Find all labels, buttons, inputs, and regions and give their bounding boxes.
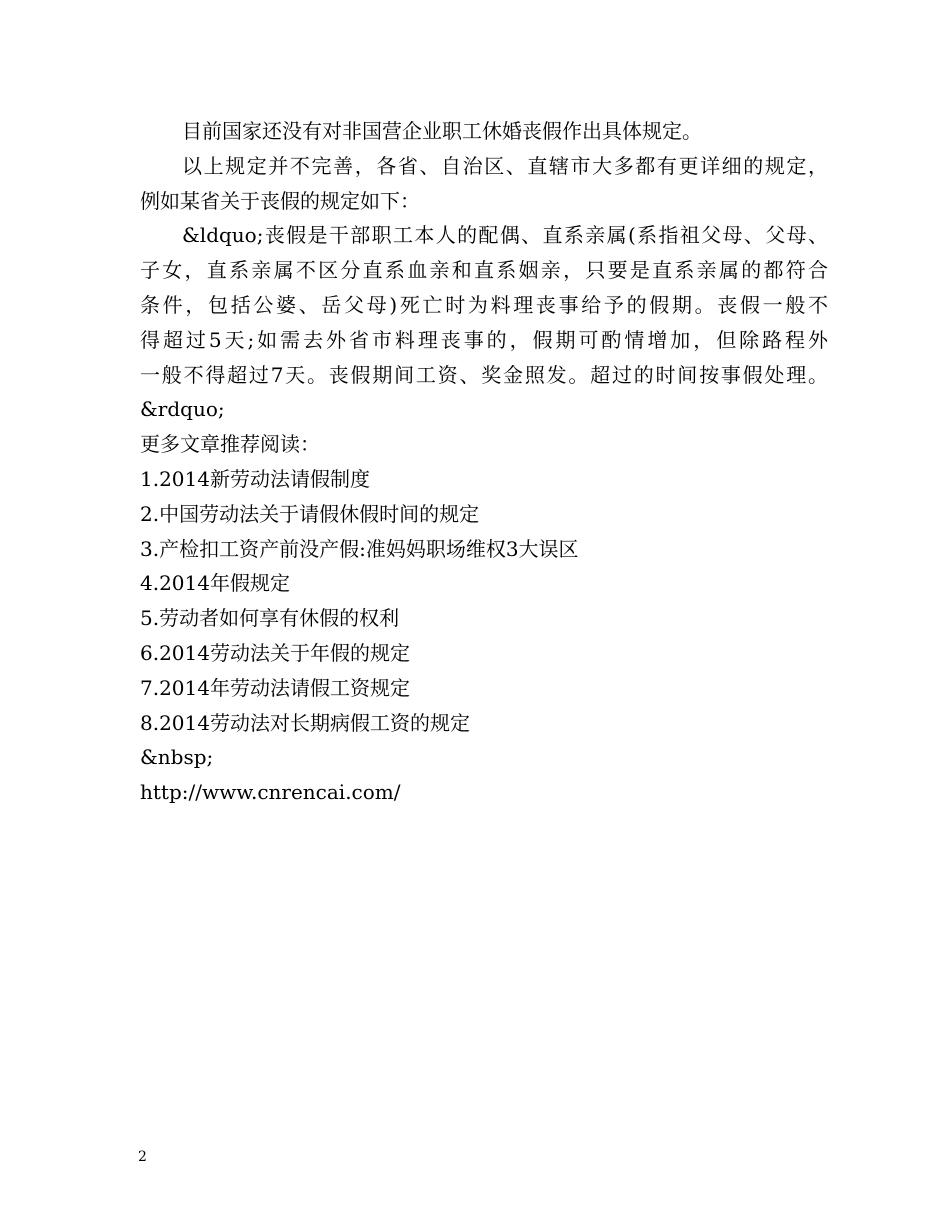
recommend-item[interactable]: 6.2014劳动法关于年假的规定 bbox=[140, 640, 410, 665]
paragraph-line: 得超过5天;如需去外省市料理丧事的，假期可酌情增加，但除路程外 bbox=[140, 327, 828, 352]
source-url[interactable]: http://www.cnrencai.com/ bbox=[140, 780, 401, 805]
paragraph-line: &rdquo; bbox=[140, 397, 225, 422]
recommend-list bbox=[140, 462, 828, 740]
paragraph-line: 条件，包括公婆、岳父母)死亡时为料理丧事给予的假期。丧假一般不 bbox=[140, 292, 828, 317]
recommend-item[interactable]: 2.中国劳动法关于请假休假时间的规定 bbox=[140, 501, 480, 526]
recommend-item[interactable]: 1.2014新劳动法请假制度 bbox=[140, 466, 370, 491]
page-number: 2 bbox=[138, 1149, 147, 1165]
paragraph-line: 一般不得超过7天。丧假期间工资、奖金照发。超过的时间按事假处理。 bbox=[140, 362, 828, 387]
paragraph-line: 例如某省关于丧假的规定如下： bbox=[140, 188, 420, 213]
paragraph-1 bbox=[140, 114, 828, 149]
recommend-item[interactable]: 8.2014劳动法对长期病假工资的规定 bbox=[140, 710, 470, 735]
document-body bbox=[140, 114, 828, 810]
recommend-heading: 更多文章推荐阅读： bbox=[140, 432, 320, 457]
recommend-item[interactable]: 7.2014年劳动法请假工资规定 bbox=[140, 675, 410, 700]
paragraph-line: 以上规定并不完善，各省、自治区、直辖市大多都有更详细的规定， bbox=[182, 153, 828, 178]
paragraph-line: &ldquo;丧假是干部职工本人的配偶、直系亲属(系指祖父母、父母、 bbox=[182, 223, 828, 248]
paragraph-2 bbox=[140, 149, 828, 219]
recommend-item[interactable]: 5.劳动者如何享有休假的权利 bbox=[140, 606, 400, 631]
nbsp-line: &nbsp; bbox=[140, 745, 214, 770]
recommend-item[interactable]: 3.产检扣工资产前没产假:准妈妈职场维权3大误区 bbox=[140, 536, 579, 561]
paragraph-line: 目前国家还没有对非国营企业职工休婚丧假作出具体规定。 bbox=[182, 119, 702, 143]
paragraph-line: 子女，直系亲属不区分直系血亲和直系姻亲，只要是直系亲属的都符合 bbox=[140, 258, 828, 283]
recommend-item[interactable]: 4.2014年假规定 bbox=[140, 571, 290, 596]
paragraph-3 bbox=[140, 218, 828, 427]
